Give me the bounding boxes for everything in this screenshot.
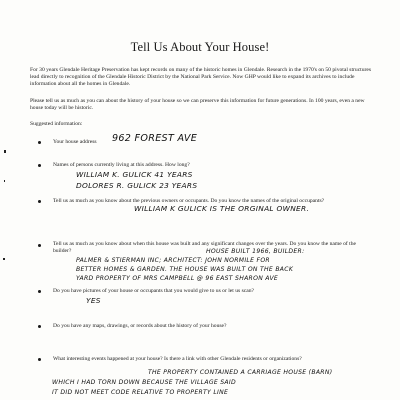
bullet [38,325,41,328]
intro-paragraph: For 30 years Glendale Heritage Preservation has kept records on many of the historic homes in Glendale. Research in the 1970's on 50 pivotal structures lead directly to recognition of the Glendale Historic District by the National Park Service. Now GHP would like to expand its archives to include information about all the homes in Glendale. [30,67,372,87]
question-address: Your house address [53,139,97,145]
answer-built-4: YARD PROPERTY OF MRS CAMPBELL @ 96 EAST SHARON AVE [76,275,279,282]
scan-mark [4,180,5,182]
answer-events-1: THE PROPERTY CONTAINED A CARRIAGE HOUSE (BARN) [148,369,333,376]
bullet [38,200,41,203]
question-previous-owners: Tell us as much as you know about the previous owners or occupants. Do you know the names of the original occupants? [53,198,325,204]
answer-built-1: HOUSE BUILT 1966, BUILDER: [206,248,305,255]
answer-built-2: PALMER & STIERMAN INC; ARCHITECT: JOHN NORMILE FOR [76,257,270,264]
page-title: Tell Us About Your House! [130,40,270,54]
answer-events-3: IT DID NOT MEET CODE RELATIVE TO PROPERTY LINE [52,389,229,396]
question-built: Tell us as much as you know about when this house was built and any significant changes over the years. Do you know the name of the builder? [53,241,357,254]
question-pictures: Do you have pictures of your house or occupants that you would give to us or let us scan? [53,288,255,294]
answer-built-3: BETTER HOMES & GARDEN. THE HOUSE WAS BUILT ON THE BACK [76,266,294,273]
answer-current-1: WILLIAM K. GULICK 41 YEARS [76,170,193,179]
request-paragraph: Please tell us as much as you can about the history of your house so we can preserve this information for future generations. In 100 years, even a new house today will be historic. [30,98,365,111]
bullet [38,164,41,167]
question-events: What interesting events happened at your house? Is there a link with other Glendale residents or organizations? [53,356,302,362]
scan-mark [3,258,5,260]
bullet [38,290,41,293]
answer-pictures: YES [86,296,101,305]
suggested-label: Suggested information: [30,121,83,127]
answer-address: 962 FOREST AVE [112,133,198,144]
answer-events-2: WHICH I HAD TORN DOWN BECAUSE THE VILLAGE SAID [52,379,236,386]
question-current-residents: Names of persons currently living at this address. How long? [53,162,190,168]
question-maps: Do you have any maps, drawings, or records about the history of your house? [53,323,227,329]
bullet [38,141,41,144]
scan-mark [4,150,6,153]
answer-previous: WILLIAM K GULICK IS THE ORGINAL OWNER. [134,204,310,213]
bullet [38,244,41,247]
bullet [38,358,41,361]
answer-current-2: DOLORES R. GULICK 23 YEARS [76,181,198,190]
